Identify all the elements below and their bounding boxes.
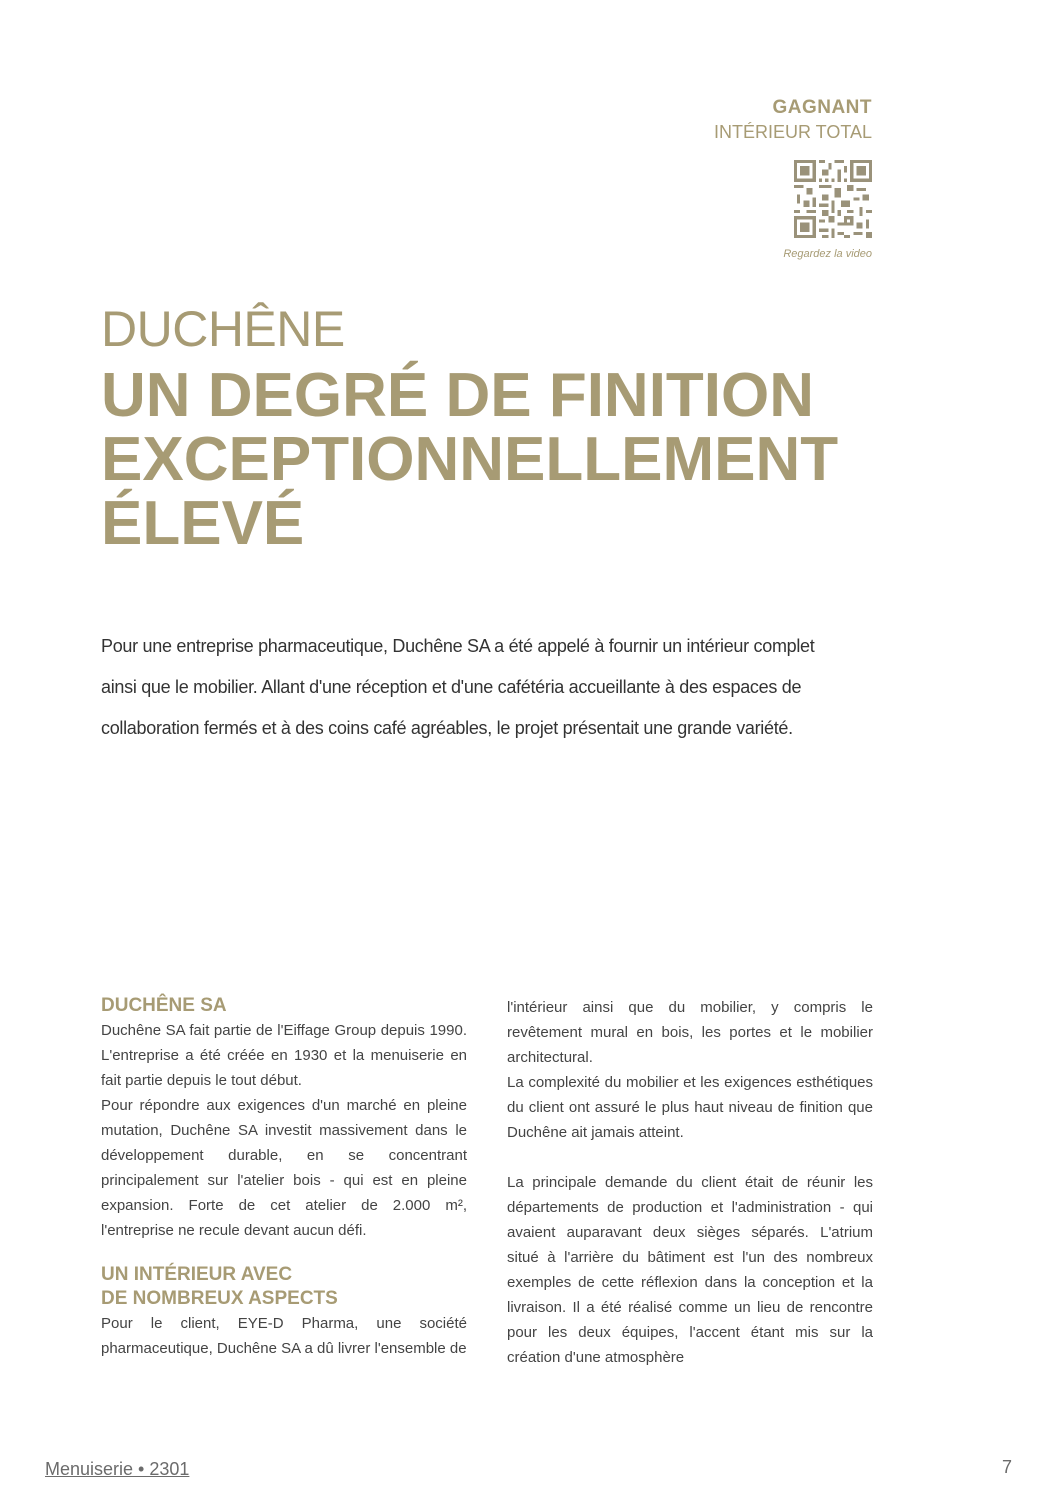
award-subtitle: INTÉRIEUR TOTAL: [713, 122, 872, 142]
heading-line: UN INTÉRIEUR AVEC: [101, 1264, 293, 1285]
section-heading: DUCHÊNE SA: [101, 995, 227, 1016]
paragraph: La principale demande du client était de réunir les départements de production et l'administration - qui avaient auparavant deux sièges séparés. L'atrium situé à l'arrière du bâtiment est l'un des nombreux exemples de cette réflexion dans la conception et la livraison. Il a été réalisé comme un lieu de rencontre pour les deux équipes, l'accent étant mis sur la création d'une atmosphère: [507, 1174, 873, 1366]
paragraph: Duchêne SA fait partie de l'Eiffage Group depuis 1990. L'entreprise a été créée en 1930 et la menuiserie en fait partie depuis le tout début.: [101, 1022, 467, 1089]
paragraph: Pour répondre aux exigences d'un marché en pleine mutation, Duchêne SA investit massivement dans le développement durable, en se concentrant principalement sur l'atelier bois - qui est en pleine expansion. Forte de cet atelier de 2.000 m², l'entreprise ne recule devant aucun défi.: [101, 1097, 467, 1239]
page-number: 7: [1002, 1457, 1013, 1477]
paragraph: l'intérieur ainsi que du mobilier, y compris le revêtement mural en bois, les portes et le mobilier architectural.: [507, 999, 873, 1066]
article-kicker: DUCHÊNE: [101, 301, 345, 357]
qr-code-icon[interactable]: [794, 160, 872, 238]
qr-caption: Regardez la video: [783, 248, 872, 260]
heading-line: DE NOMBREUX ASPECTS: [101, 1288, 338, 1309]
award-title: GAGNANT: [772, 97, 872, 118]
publication-link[interactable]: Menuiserie • 2301: [45, 1459, 190, 1479]
right-column: [507, 995, 873, 1370]
left-column: [101, 994, 467, 1361]
headline-line: EXCEPTIONNELLEMENT: [101, 425, 839, 494]
section-heading: [101, 1263, 467, 1311]
headline-line: ÉLEVÉ: [101, 489, 305, 558]
paragraph: Pour le client, EYE-D Pharma, une société pharmaceutique, Duchêne SA a dû livrer l'ensemble de: [101, 1315, 467, 1357]
paragraph: La complexité du mobilier et les exigences esthétiques du client ont assuré le plus haut niveau de finition que Duchêne ait jamais atteint.: [507, 1074, 873, 1141]
article-headline: [101, 361, 901, 558]
article-intro: Pour une entreprise pharmaceutique, Duchêne SA a été appelé à fournir un intérieur complet ainsi que le mobilier. Allant d'une réception et d'une cafétéria accueillante à des espaces de collaboration fermés et à des coins café agréables, le projet présentait une grande variété.: [101, 636, 815, 738]
award-block: [714, 96, 872, 144]
headline-line: UN DEGRÉ DE FINITION: [101, 361, 815, 430]
